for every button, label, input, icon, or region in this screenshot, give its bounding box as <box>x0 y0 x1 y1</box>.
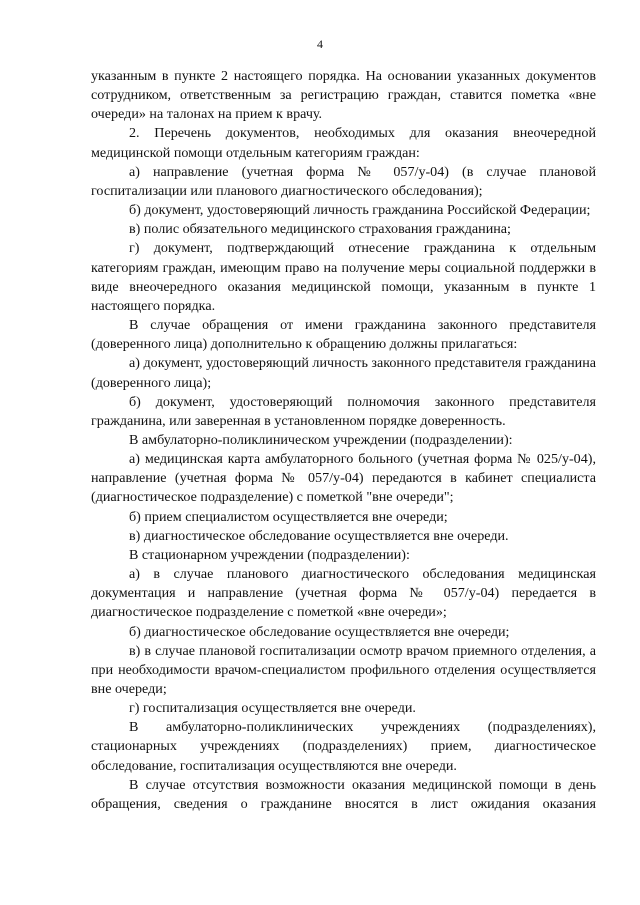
paragraph-inpatient-heading: В стационарном учреждении (подразделении): <box>129 546 410 563</box>
paragraph-outpatient-v: в) диагностическое обследование осуществляется вне очереди. <box>129 527 509 544</box>
paragraph-item-g-category: г) документ, подтверждающий отнесение гражданина к отдельным категориям граждан, имеющим право на получение меры социальной поддержки в виде внеочередного оказания медицинской помощи, указанным в пункте 1 настоящего порядка. <box>91 240 596 314</box>
paragraph-section-2-heading: 2. Перечень документов, необходимых для оказания внеочередной медицинской помощи отдельным категориям граждан: <box>91 125 596 161</box>
paragraph-inpatient-b: б) диагностическое обследование осуществляется вне очереди; <box>129 623 510 640</box>
paragraph-representative-intro: В случае обращения от имени гражданина законного представителя (доверенного лица) дополнительно к обращению должны прилагаться: <box>91 317 596 353</box>
paragraph-inpatient-a: а) в случае планового диагностического обследования медицинская документация и направление (учетная форма № 057/у-04) передается в диагностическое подразделение с пометкой «вне очереди»; <box>91 566 596 621</box>
paragraph-continuation: указанным в пункте 2 настоящего порядка. На основании указанных документов сотрудником, ответственным за регистрацию граждан, ставится пометка «вне очереди» на талонах на прием к врачу. <box>91 68 596 123</box>
paragraph-item-b-identity: б) документ, удостоверяющий личность гражданина Российской Федерации; <box>129 202 591 219</box>
paragraph-representative-b: б) документ, удостоверяющий полномочия законного представителя гражданина, или заверенная в установленном порядке доверенность. <box>91 393 596 429</box>
paragraph-inpatient-g: г) госпитализация осуществляется вне очереди. <box>129 700 416 717</box>
paragraph-outpatient-a: а) медицинская карта амбулаторного больного (учетная форма № 025/у-04), направление (учетная форма № 057/у-04) передаются в кабинет специалиста (диагностическое подразделение) с пометкой "вне очереди"; <box>91 451 596 506</box>
paragraph-item-v-policy: в) полис обязательного медицинского страхования гражданина; <box>129 221 511 238</box>
paragraph-item-a-referral: а) направление (учетная форма № 057/у-04) (в случае плановой госпитализации или планового диагностического обследования); <box>91 163 596 199</box>
document-body <box>91 67 596 814</box>
paragraph-waiting-list: В случае отсутствия возможности оказания медицинской помощи в день обращения, сведения о гражданине вносятся в лист ожидания оказания <box>91 776 596 812</box>
paragraph-outpatient-heading: В амбулаторно-поликлиническом учреждении (подразделении): <box>129 431 513 448</box>
page-number: 4 <box>317 37 323 51</box>
paragraph-summary: В амбулаторно-поликлинических учреждениях (подразделениях), стационарных учреждениях (подразделениях) прием, диагностическое обследование, госпитализация осуществляются вне очереди. <box>91 719 596 774</box>
paragraph-outpatient-b: б) прием специалистом осуществляется вне очереди; <box>129 508 448 525</box>
paragraph-inpatient-v: в) в случае плановой госпитализации осмотр врачом приемного отделения, а при необходимости врачом-специалистом профильного отделения осуществляется вне очереди; <box>91 642 596 697</box>
paragraph-representative-a: а) документ, удостоверяющий личность законного представителя гражданина (доверенного лица); <box>91 355 596 391</box>
